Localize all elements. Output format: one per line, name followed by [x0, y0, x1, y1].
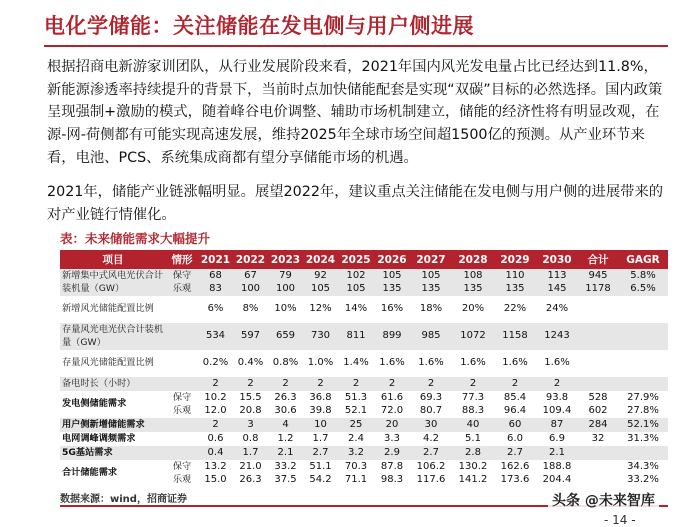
table-cell: [618, 296, 668, 323]
table-cell: 40: [452, 418, 494, 432]
table-cell: 79 100: [268, 269, 303, 296]
table-cell: 110 135: [494, 269, 536, 296]
table-cell: 2.4: [338, 432, 374, 446]
table-cell: 5.8% 6.5%: [618, 269, 668, 296]
table-cell: 1.6%: [494, 350, 536, 377]
table-cell: 2: [452, 377, 494, 391]
table-cell: 27.9% 27.8%: [618, 391, 668, 418]
table-cell: 2: [268, 377, 303, 391]
table-cell: 108 135: [452, 269, 494, 296]
demand-table: [60, 250, 668, 487]
table-cell: 1.2: [268, 432, 303, 446]
row-label: 新增集中式风电光伏合计装机量（GW）: [60, 269, 166, 296]
table-cell: 2.7: [494, 446, 536, 460]
watermark-text: 头条 @未来智库: [548, 490, 659, 510]
table-cell: [618, 350, 668, 377]
table-cell: 21.0 26.3: [233, 460, 268, 487]
table-cell: 22%: [494, 296, 536, 323]
table-header-row: [60, 250, 668, 269]
table-cell: 1.0%: [303, 350, 338, 377]
table-cell: 659: [268, 323, 303, 350]
table-cell: 8%: [233, 296, 268, 323]
row-scenario: [166, 350, 198, 377]
row-label: 存量风光电光伏合计装机量（GW）: [60, 323, 166, 350]
table-cell: 34.3% 33.2%: [618, 460, 668, 487]
table-cell: 20%: [452, 296, 494, 323]
table-cell: 0.2%: [198, 350, 233, 377]
table-header-cell: 项目: [60, 250, 166, 269]
table-cell: 1072: [452, 323, 494, 350]
table-cell: 4.2: [410, 432, 452, 446]
table-cell: 534: [198, 323, 233, 350]
table-cell: 6.0: [494, 432, 536, 446]
table-cell: 69.3 80.7: [410, 391, 452, 418]
row-label: 电网调峰调频需求: [60, 432, 166, 446]
page-number: - 14 -: [600, 513, 640, 527]
table-cell: 10%: [268, 296, 303, 323]
table-cell: 6.9: [536, 432, 578, 446]
table-cell: 51.3 52.1: [338, 391, 374, 418]
table-header-cell: 2030: [536, 250, 578, 269]
data-source-note: 数据来源：wind，招商证券: [60, 494, 187, 505]
table-header-cell: 2029: [494, 250, 536, 269]
table-cell: [618, 446, 668, 460]
table-cell: 1243: [536, 323, 578, 350]
table-cell: 528 602: [578, 391, 618, 418]
table-cell: 0.4%: [233, 350, 268, 377]
table-cell: 25: [338, 418, 374, 432]
table-cell: 16%: [374, 296, 410, 323]
table-title: 表：未来储能需求大幅提升: [60, 231, 211, 246]
table-cell: 1.7: [303, 432, 338, 446]
table-cell: 106.2 117.6: [410, 460, 452, 487]
row-label: 发电侧储能需求: [60, 391, 166, 418]
table-cell: 26.3 30.6: [268, 391, 303, 418]
table-row: [60, 350, 668, 377]
table-cell: 31.3%: [618, 432, 668, 446]
table-cell: 2: [198, 377, 233, 391]
table-cell: 61.6 72.0: [374, 391, 410, 418]
table-cell: 13.2 15.0: [198, 460, 233, 487]
table-cell: 985: [410, 323, 452, 350]
table-cell: 67 100: [233, 269, 268, 296]
row-label: 用户侧新增储能需求: [60, 418, 166, 432]
table-cell: 1.7: [233, 446, 268, 460]
table-cell: 12%: [303, 296, 338, 323]
table-header-cell: GAGR: [618, 250, 668, 269]
table-cell: 2.7: [410, 446, 452, 460]
table-cell: 2: [303, 377, 338, 391]
table-cell: [618, 377, 668, 391]
table-header-cell: 2026: [374, 250, 410, 269]
table-cell: 2.9: [374, 446, 410, 460]
table-cell: [578, 350, 618, 377]
table-cell: 1.6%: [452, 350, 494, 377]
table-cell: 1158: [494, 323, 536, 350]
table-cell: 33.2 37.5: [268, 460, 303, 487]
table-cell: 2.1: [268, 446, 303, 460]
table-cell: 2: [338, 377, 374, 391]
table-cell: 87: [536, 418, 578, 432]
table-row: [60, 446, 668, 460]
table-cell: 188.8 204.4: [536, 460, 578, 487]
table-header-cell: 2025: [338, 250, 374, 269]
table-row: [60, 323, 668, 350]
table-cell: 2: [198, 418, 233, 432]
row-scenario: 保守 乐观: [166, 460, 198, 487]
table-cell: 3.3: [374, 432, 410, 446]
paragraph-2: 2021年，储能产业链涨幅明显。展望2022年，建议重点关注储能在发电侧与用户侧的进展带来的对产业链行情催化。: [47, 184, 664, 223]
row-scenario: 保守 乐观: [166, 269, 198, 296]
paragraph-1: 根据招商电新游家训团队，从行业发展阶段来看，2021年国内风光发电量占比已经达到11.8%，新能源渗透率持续提升的背景下，当前时点加快储能配套是实现“双碳”目标的必然选择。国内政策呈现强制+激励的模式，随着峰谷电价调整、辅助市场机制建立，储能的经济性将有明显改观，在源-网-荷侧都有可能实现高速发展，维持2025年全球市场空间超1500亿的预测。从产业环节来看，电池、PCS、系统集成商都有望分享储能市场的机遇。: [47, 59, 663, 166]
table-cell: 2: [410, 377, 452, 391]
table-row: [60, 418, 668, 432]
table-cell: 130.2 141.2: [452, 460, 494, 487]
table-cell: 2.1: [536, 446, 578, 460]
table-cell: 68 83: [198, 269, 233, 296]
table-cell: 85.4 96.4: [494, 391, 536, 418]
row-scenario: [166, 446, 198, 460]
table-cell: 1.6%: [410, 350, 452, 377]
table-cell: 811: [338, 323, 374, 350]
title-divider: [44, 45, 668, 47]
table-header-cell: 2027: [410, 250, 452, 269]
row-label: 5G基站需求: [60, 446, 166, 460]
table-row: [60, 296, 668, 323]
table-cell: 4: [268, 418, 303, 432]
slide-title: 电化学储能：关注储能在发电侧与用户侧进展: [44, 14, 474, 38]
table-cell: 105 135: [410, 269, 452, 296]
table-cell: 0.8%: [268, 350, 303, 377]
table-cell: 92 105: [303, 269, 338, 296]
table-cell: 10: [303, 418, 338, 432]
table-row: [60, 391, 668, 418]
table-body: [60, 269, 668, 487]
table-cell: 77.3 88.3: [452, 391, 494, 418]
table-cell: 945 1178: [578, 269, 618, 296]
table-cell: 105 135: [374, 269, 410, 296]
row-label: 存量风光储能配置比例: [60, 350, 166, 377]
table-cell: 5.1: [452, 432, 494, 446]
row-label: 新增风光储能配置比例: [60, 296, 166, 323]
table-header-cell: 合计: [578, 250, 618, 269]
table-cell: 0.8: [233, 432, 268, 446]
table-cell: 2: [536, 377, 578, 391]
table-cell: 0.4: [198, 446, 233, 460]
table-header-cell: 2022: [233, 250, 268, 269]
table-row: [60, 460, 668, 487]
table-header-cell: 情形: [166, 250, 198, 269]
table-row: [60, 269, 668, 296]
table-cell: 284: [578, 418, 618, 432]
table-cell: 20: [374, 418, 410, 432]
table-cell: 102 105: [338, 269, 374, 296]
table-row: [60, 377, 668, 391]
table-cell: 2.8: [452, 446, 494, 460]
table-cell: 730: [303, 323, 338, 350]
table-cell: 6%: [198, 296, 233, 323]
table-cell: 0.6: [198, 432, 233, 446]
table-cell: 93.8 109.4: [536, 391, 578, 418]
table-cell: 2: [233, 377, 268, 391]
table-cell: 87.8 98.3: [374, 460, 410, 487]
table-cell: 1.4%: [338, 350, 374, 377]
row-label: 备电时长（小时）: [60, 377, 166, 391]
table-cell: 899: [374, 323, 410, 350]
table-cell: 10.2 12.0: [198, 391, 233, 418]
table-cell: [578, 296, 618, 323]
table-cell: 2: [374, 377, 410, 391]
table-header-cell: 2028: [452, 250, 494, 269]
table-cell: 3.2: [338, 446, 374, 460]
table-cell: 113 145: [536, 269, 578, 296]
table-cell: [578, 460, 618, 487]
row-scenario: [166, 323, 198, 350]
row-scenario: [166, 432, 198, 446]
row-scenario: [166, 418, 198, 432]
table-cell: 2: [494, 377, 536, 391]
row-scenario: [166, 377, 198, 391]
table-cell: 51.1 54.2: [303, 460, 338, 487]
table-header-cell: 2023: [268, 250, 303, 269]
table-cell: [578, 323, 618, 350]
table-cell: 24%: [536, 296, 578, 323]
table-header-cell: 2024: [303, 250, 338, 269]
table-cell: 14%: [338, 296, 374, 323]
table-cell: 1.6%: [374, 350, 410, 377]
table-cell: 36.8 39.8: [303, 391, 338, 418]
table-cell: 15.5 20.8: [233, 391, 268, 418]
table-cell: 70.3 71.1: [338, 460, 374, 487]
table-cell: [618, 323, 668, 350]
table-row: [60, 432, 668, 446]
table-cell: 162.6 173.6: [494, 460, 536, 487]
table-cell: [578, 446, 618, 460]
row-scenario: 保守 乐观: [166, 391, 198, 418]
table-cell: 52.1%: [618, 418, 668, 432]
row-scenario: [166, 296, 198, 323]
table-cell: 32: [578, 432, 618, 446]
table-cell: 30: [410, 418, 452, 432]
table-cell: 597: [233, 323, 268, 350]
table-cell: [578, 377, 618, 391]
table-cell: 18%: [410, 296, 452, 323]
demand-table-grid: [60, 250, 668, 487]
table-cell: 1.6%: [536, 350, 578, 377]
table-cell: 2.7: [303, 446, 338, 460]
table-cell: 60: [494, 418, 536, 432]
table-header-cell: 2021: [198, 250, 233, 269]
table-cell: 3: [233, 418, 268, 432]
row-label: 合计储能需求: [60, 460, 166, 487]
